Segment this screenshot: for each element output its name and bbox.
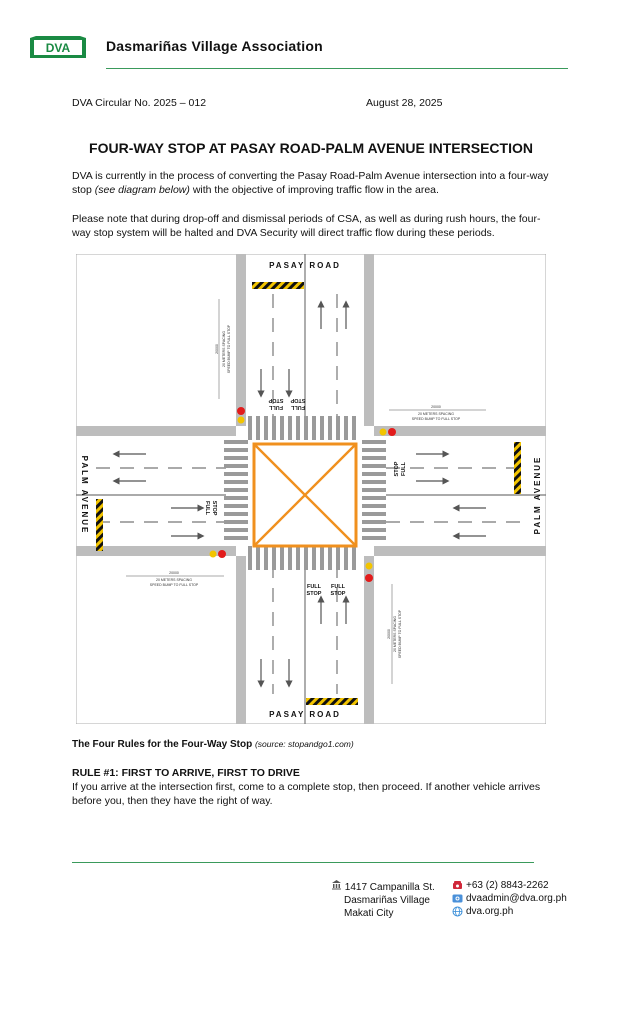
speed-bump-east-note: SPEED BUMP TO FULL STOP [411,417,461,421]
road-name-east: PALM AVENUE [533,455,542,535]
address-line-2: Dasmariñas Village [344,895,430,906]
full-stop-south-b-bottom: STOP [330,591,346,597]
circular-date: August 28, 2025 [366,97,443,109]
rules-source: (source: stopandgo1.com) [254,739,354,749]
spacing-west: 20 METERS SPACING [156,578,192,582]
speed-bump-north [252,282,304,289]
rules-heading [72,739,354,750]
road-name-south: PASAY ROAD [269,710,341,719]
full-stop-east-top: FULL [401,461,407,477]
full-stop-east-bottom: STOP [394,461,400,477]
logo-text: DVA [45,41,71,55]
full-stop-west-bottom: STOP [211,500,217,516]
rule-1-title: RULE #1: FIRST TO ARRIVE, FIRST TO DRIVE [72,767,300,779]
speed-bump-east [514,442,521,494]
road-name-west: PALM AVENUE [80,455,89,535]
footer-divider [72,862,534,863]
spacing-east: 20 METERS SPACING [418,412,454,416]
intersection-diagram [76,254,546,724]
dimension-east: 20000 [431,405,441,409]
phone-number[interactable]: +63 (2) 8843-2262 [466,880,549,891]
address-line-1: 1417 Campanilla St. [344,882,435,893]
full-stop-north-a-top: FULL [268,404,284,410]
full-stop-south-a-top: FULL [306,584,322,590]
full-stop-south-b-top: FULL [330,584,346,590]
dva-logo [30,36,86,58]
speed-bump-south [306,698,358,705]
email-icon [452,893,463,904]
org-name: Dasmariñas Village Association [106,38,323,54]
website-link[interactable]: dva.org.ph [466,906,514,917]
spacing-north: 20 METERS SPACING [222,331,226,367]
phone-icon [452,880,463,891]
full-stop-south-a-bottom: STOP [306,591,322,597]
footer-contact [452,879,567,918]
dimension-south: 20000 [387,629,391,639]
rules-heading-text: The Four Rules for the Four-Way Stop [72,739,253,750]
full-stop-north-a-bottom: STOP [268,397,284,403]
dimension-west: 20000 [169,571,179,575]
road-name-north: PASAY ROAD [269,261,341,270]
dimension-north: 20000 [215,344,219,354]
full-stop-north-b-bottom: STOP [290,397,306,403]
building-icon [331,879,342,890]
full-stop-north-b-top: FULL [290,404,306,410]
page-title: FOUR-WAY STOP AT PASAY ROAD-PALM AVENUE INTERSECTION [89,140,533,156]
email-address[interactable]: dvaadmin@dva.org.ph [466,893,567,904]
globe-icon [452,906,463,917]
header-divider [106,68,568,69]
circular-number: DVA Circular No. 2025 – 012 [72,97,207,109]
full-stop-west-top: FULL [204,500,210,516]
intro-paragraph: DVA is currently in the process of converting the Pasay Road-Palm Avenue intersection into a four-way stop (see diagram below) with the objective of improving traffic flow in the area. [72,170,549,196]
notice-paragraph: Please note that during drop-off and dismissal periods of CSA, as well as during rush hours, the four-way stop system will be halted and DVA Security will direct traffic flow during these periods. [72,213,541,239]
spacing-south: 20 METERS SPACING [393,616,397,652]
speed-bump-west-note: SPEED BUMP TO FULL STOP [149,583,199,587]
rule-1-text: If you arrive at the intersection first, come to a complete stop, then proceed. If another vehicle arrives before you, then they have the right of way. [72,781,541,807]
speed-bump-north-note: SPEED BUMP TO FULL STOP [227,324,231,374]
speed-bump-west [96,499,103,551]
address-line-3: Makati City [344,908,394,919]
speed-bump-south-note: SPEED BUMP TO FULL STOP [398,609,402,659]
footer-address [331,879,435,920]
